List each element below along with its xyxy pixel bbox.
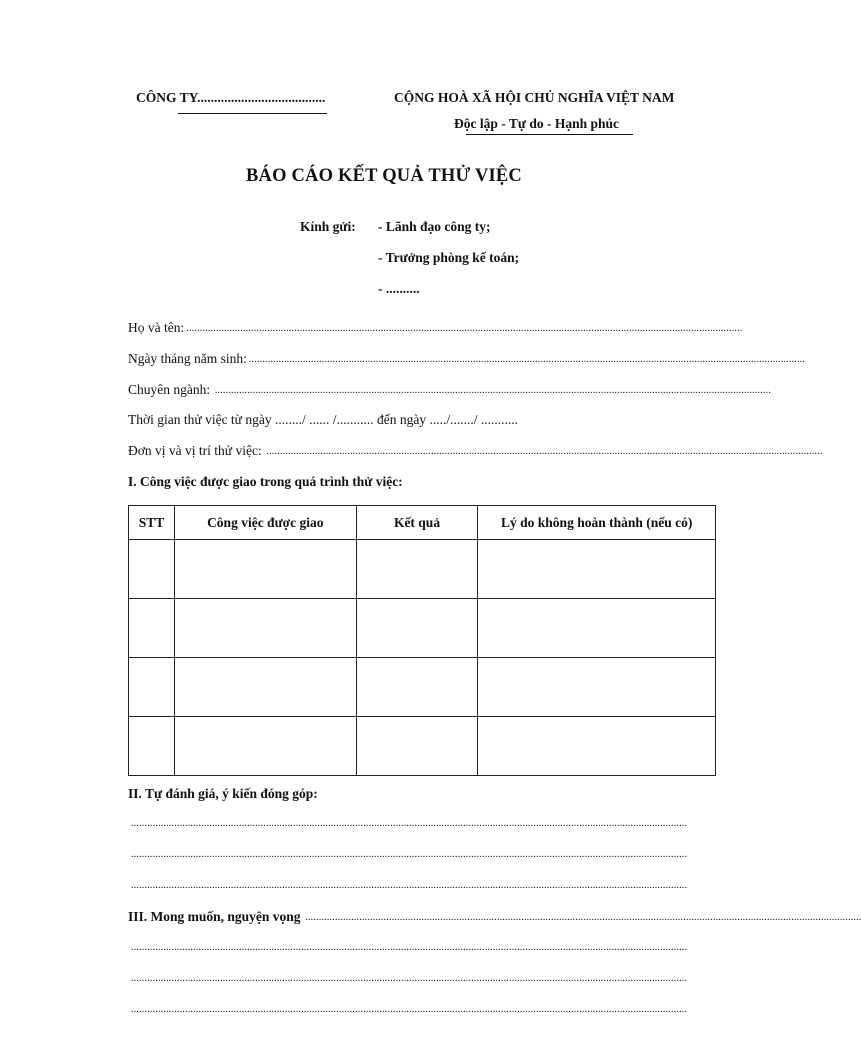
table-cell[interactable] [129, 540, 175, 599]
table-cell[interactable] [174, 658, 356, 717]
work-table [128, 505, 716, 776]
name-field: Họ và tên: .............................................................................................................................................................................................................. [128, 320, 743, 335]
table-cell[interactable] [356, 717, 478, 776]
section3-title: III. Mong muốn, nguyện vọng [128, 909, 301, 924]
section3-row: III. Mong muốn, nguyện vọng .............................................................................................................................................................................................................. [128, 909, 861, 924]
section1-title: I. Công việc được giao trong quá trình thử việc: [128, 474, 403, 489]
period-field: Thời gian thử việc từ ngày ......../ ...... /........... đến ngày ...../......./ ........... [128, 412, 518, 427]
motto: Độc lập - Tự do - Hạnh phúc [454, 116, 620, 131]
dotted-line: .............................................................................................................................................................................................................. [131, 1004, 688, 1015]
recipient-line: - .......... [378, 281, 420, 296]
table-cell[interactable] [174, 540, 356, 599]
dotted-line: .............................................................................................................................................................................................................. [131, 849, 688, 860]
col-task: Công việc được giao [174, 506, 356, 540]
table-cell[interactable] [478, 599, 716, 658]
table-row [129, 540, 716, 599]
dob-field: Ngày tháng năm sinh: .............................................................................................................................................................................................................. [128, 351, 806, 366]
company-name: CÔNG TY...................................... [136, 90, 326, 105]
table-cell[interactable] [356, 540, 478, 599]
table-cell[interactable] [478, 658, 716, 717]
table-cell[interactable] [129, 717, 175, 776]
section2-title: II. Tự đánh giá, ý kiến đóng góp: [128, 786, 318, 801]
dotted-line: .............................................................................................................................................................................................................. [131, 973, 688, 984]
table-row [129, 717, 716, 776]
table-cell[interactable] [174, 599, 356, 658]
col-result: Kết quả [356, 506, 478, 540]
unit-field: Đơn vị và vị trí thử việc: .............................................................................................................................................................................................................. [128, 443, 823, 458]
unit-label: Đơn vị và vị trí thử việc: [128, 443, 262, 458]
report-title: BÁO CÁO KẾT QUẢ THỬ VIỆC [245, 166, 522, 186]
table-cell[interactable] [129, 658, 175, 717]
table-cell[interactable] [356, 599, 478, 658]
table-cell[interactable] [356, 658, 478, 717]
dotted-line: .............................................................................................................................................................................................................. [131, 942, 688, 953]
recipient-label: Kính gửi: [300, 219, 356, 234]
recipient-line: - Lãnh đạo công ty; [378, 219, 491, 234]
table-row [129, 599, 716, 658]
dob-label: Ngày tháng năm sinh: [128, 351, 247, 366]
col-stt: STT [129, 506, 175, 540]
table-cell[interactable] [478, 717, 716, 776]
dotted-line: .............................................................................................................................................................................................................. [131, 818, 688, 829]
recipient-line: - Trưởng phòng kế toán; [378, 250, 520, 265]
table-cell[interactable] [478, 540, 716, 599]
dotted-line: .............................................................................................................................................................................................................. [131, 880, 688, 891]
nation-title: CỘNG HOÀ XÃ HỘI CHỦ NGHĨA VIỆT NAM [394, 90, 675, 105]
table-row [129, 658, 716, 717]
major-field: Chuyên ngành: .............................................................................................................................................................................................................. [128, 382, 772, 397]
major-label: Chuyên ngành: [128, 382, 211, 397]
table-header-row [129, 506, 716, 540]
name-label: Họ và tên: [128, 320, 185, 335]
table-cell[interactable] [129, 599, 175, 658]
company-underline [178, 113, 327, 114]
col-reason: Lý do không hoàn thành (nếu có) [478, 506, 716, 540]
table-cell[interactable] [174, 717, 356, 776]
motto-underline [466, 134, 633, 135]
